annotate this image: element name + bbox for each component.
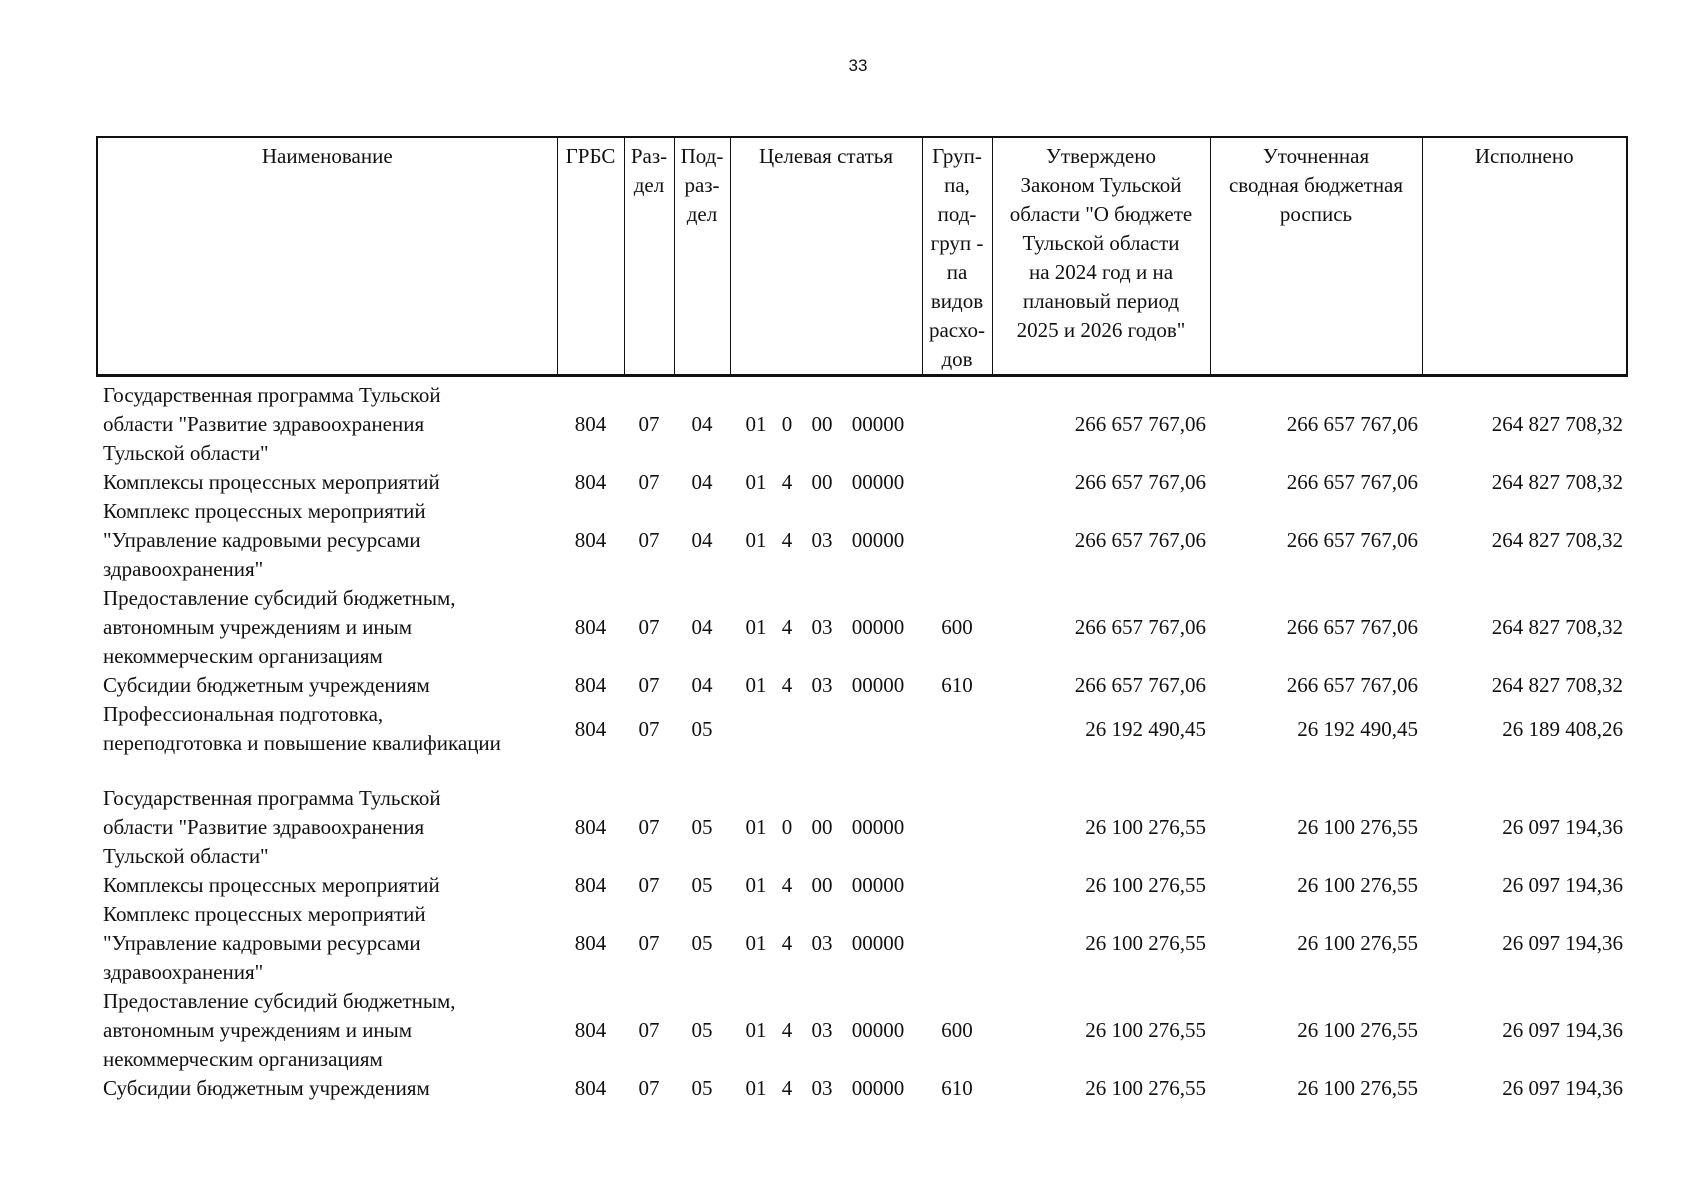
- row-razdel: 07: [638, 412, 660, 436]
- row-target-article: [730, 1074, 922, 1103]
- table-header: [97, 137, 1627, 376]
- target-article-subprogram: 0: [781, 815, 793, 839]
- row-grbs: 804: [574, 615, 607, 639]
- row-approved: 266 657 767,06: [1074, 412, 1206, 436]
- row-executed: 26 097 194,36: [1502, 873, 1623, 897]
- target-article-codes: [730, 813, 922, 842]
- row-podrazdel: 05: [691, 873, 713, 897]
- header-podrazdel: Под- раз- дел: [674, 137, 730, 376]
- row-refined: 266 657 767,06: [1286, 470, 1418, 494]
- row-podrazdel: 04: [691, 528, 713, 552]
- row-target-article: [730, 671, 922, 700]
- row-podrazdel: 05: [691, 931, 713, 955]
- header-executed: Исполнено: [1422, 137, 1627, 376]
- row-podrazdel: 04: [691, 470, 713, 494]
- row-razdel: 07: [638, 815, 660, 839]
- row-grbs: 804: [574, 716, 607, 741]
- target-article-direction: 00000: [851, 412, 905, 436]
- row-target-article: [730, 784, 922, 871]
- row-expense-type: [922, 871, 992, 900]
- table-row: [97, 784, 1627, 871]
- row-podrazdel: 04: [691, 412, 713, 436]
- row-target-article: [730, 468, 922, 497]
- row-expense-type: [922, 700, 992, 758]
- row-approved: 266 657 767,06: [1074, 673, 1206, 697]
- target-article-direction: 00000: [851, 528, 905, 552]
- target-article-program: 01: [745, 815, 767, 839]
- target-article-subprogram: 4: [781, 528, 793, 552]
- row-grbs: 804: [574, 815, 607, 839]
- target-article-subprogram: 4: [781, 470, 793, 494]
- row-name: Комплекс процессных мероприятий "Управление кадровыми ресурсами здравоохранения": [103, 902, 426, 984]
- target-article-program: 01: [745, 528, 767, 552]
- row-expense-type: [922, 376, 992, 469]
- row-executed: 264 827 708,32: [1491, 673, 1623, 697]
- target-article-codes: [730, 526, 922, 555]
- row-expense-type: [922, 468, 992, 497]
- table-row: [97, 584, 1627, 671]
- row-name: Профессиональная подготовка, переподготовка и повышение квалификации: [103, 702, 501, 755]
- target-article-codes: [730, 468, 922, 497]
- row-podrazdel: 05: [691, 815, 713, 839]
- row-name: Государственная программа Тульской области "Развитие здравоохранения Тульской области": [103, 383, 441, 465]
- target-article-direction: 00000: [851, 815, 905, 839]
- row-approved: 26 100 276,55: [1085, 815, 1206, 839]
- target-article-program: 01: [745, 412, 767, 436]
- row-refined: 266 657 767,06: [1286, 412, 1418, 436]
- row-target-article: [730, 900, 922, 987]
- table-row: [97, 900, 1627, 987]
- header-refined: Уточненная сводная бюджетная роспись: [1210, 137, 1422, 376]
- header-approved: Утверждено Законом Тульской области "О бюджете Тульской области на 2024 год и на плановый период 2025 и 2026 годов": [992, 137, 1210, 376]
- row-approved: 26 100 276,55: [1085, 873, 1206, 897]
- row-approved: 266 657 767,06: [1074, 528, 1206, 552]
- row-executed: 264 827 708,32: [1491, 615, 1623, 639]
- row-name: Комплексы процессных мероприятий: [103, 873, 440, 897]
- target-article-measure: 00: [811, 412, 833, 436]
- row-spacer: [97, 758, 1627, 784]
- target-article-codes: [730, 671, 922, 700]
- row-name: Предоставление субсидий бюджетным, автономным учреждениям и иным некоммерческим организациям: [103, 989, 456, 1071]
- row-grbs: 804: [574, 412, 607, 436]
- header-expense-type: Груп- па, под- груп - па видов расхо- дов: [922, 137, 992, 376]
- row-podrazdel: 05: [691, 1018, 713, 1042]
- target-article-codes: [730, 410, 922, 439]
- target-article-subprogram: 4: [781, 673, 793, 697]
- target-article-program: 01: [745, 470, 767, 494]
- row-razdel: 07: [638, 716, 660, 741]
- target-article-codes: [730, 929, 922, 958]
- table-row: [97, 376, 1627, 469]
- target-article-measure: 03: [811, 931, 833, 955]
- target-article-subprogram: 4: [781, 1076, 793, 1100]
- row-approved: 26 100 276,55: [1085, 1018, 1206, 1042]
- target-article-codes: [730, 871, 922, 900]
- row-razdel: 07: [638, 1076, 660, 1100]
- row-razdel: 07: [638, 873, 660, 897]
- row-executed: 26 097 194,36: [1502, 1076, 1623, 1100]
- row-expense-type: 600: [941, 615, 973, 639]
- row-grbs: 804: [574, 1076, 607, 1100]
- row-expense-type: [922, 497, 992, 584]
- row-grbs: 804: [574, 931, 607, 955]
- row-approved: 266 657 767,06: [1074, 470, 1206, 494]
- target-article-measure: 03: [811, 1076, 833, 1100]
- target-article-measure: 03: [811, 528, 833, 552]
- header-name: Наименование: [97, 137, 557, 376]
- row-target-article: [730, 987, 922, 1074]
- row-refined: 26 100 276,55: [1297, 931, 1418, 955]
- row-refined: 266 657 767,06: [1286, 528, 1418, 552]
- target-article-program: 01: [745, 931, 767, 955]
- row-expense-type: 600: [941, 1018, 973, 1042]
- row-executed: 264 827 708,32: [1491, 412, 1623, 436]
- row-podrazdel: 04: [691, 615, 713, 639]
- row-executed: 264 827 708,32: [1491, 470, 1623, 494]
- row-executed: 26 097 194,36: [1502, 815, 1623, 839]
- target-article-measure: 03: [811, 615, 833, 639]
- row-approved: 26 100 276,55: [1085, 1076, 1206, 1100]
- row-refined: 26 100 276,55: [1297, 873, 1418, 897]
- row-approved: 266 657 767,06: [1074, 615, 1206, 639]
- table-body: [97, 376, 1627, 1104]
- target-article-measure: 03: [811, 673, 833, 697]
- table-row: [97, 987, 1627, 1074]
- row-refined: 266 657 767,06: [1286, 673, 1418, 697]
- table-row: [97, 468, 1627, 497]
- target-article-direction: 00000: [851, 673, 905, 697]
- page-number: 33: [848, 56, 868, 75]
- target-article-program: 01: [745, 1076, 767, 1100]
- target-article-program: 01: [745, 673, 767, 697]
- row-name: Субсидии бюджетным учреждениям: [103, 673, 430, 697]
- header-target-article: Целевая статья: [730, 137, 922, 376]
- row-executed: 264 827 708,32: [1491, 528, 1623, 552]
- row-grbs: 804: [574, 470, 607, 494]
- target-article-measure: 00: [811, 815, 833, 839]
- target-article-direction: 00000: [851, 873, 905, 897]
- target-article-subprogram: 4: [781, 931, 793, 955]
- target-article-direction: 00000: [851, 1018, 905, 1042]
- row-name: Комплексы процессных мероприятий: [103, 470, 440, 494]
- row-target-article: [730, 584, 922, 671]
- target-article-direction: 00000: [851, 470, 905, 494]
- target-article-measure: 00: [811, 470, 833, 494]
- row-name: Государственная программа Тульской области "Развитие здравоохранения Тульской области": [103, 786, 441, 868]
- row-razdel: 07: [638, 615, 660, 639]
- row-target-article: [730, 871, 922, 900]
- row-expense-type: 610: [941, 673, 973, 697]
- row-refined: 26 100 276,55: [1297, 1018, 1418, 1042]
- row-target-article: [730, 376, 922, 469]
- row-refined: 26 192 490,45: [1297, 716, 1418, 741]
- row-razdel: 07: [638, 528, 660, 552]
- header-razdel: Раз- дел: [624, 137, 674, 376]
- target-article-codes: [730, 1016, 922, 1045]
- row-razdel: 07: [638, 470, 660, 494]
- target-article-codes: [730, 1074, 922, 1103]
- target-article-program: 01: [745, 873, 767, 897]
- table-row: [97, 671, 1627, 700]
- row-expense-type: 610: [941, 1076, 973, 1100]
- row-grbs: 804: [574, 528, 607, 552]
- row-grbs: 804: [574, 673, 607, 697]
- row-podrazdel: 04: [691, 673, 713, 697]
- target-article-program: 01: [745, 1018, 767, 1042]
- row-podrazdel: 05: [691, 716, 713, 741]
- target-article-direction: 00000: [851, 615, 905, 639]
- target-article-program: 01: [745, 615, 767, 639]
- target-article-measure: 00: [811, 873, 833, 897]
- target-article-direction: 00000: [851, 931, 905, 955]
- target-article-subprogram: 4: [781, 615, 793, 639]
- table-row: [97, 497, 1627, 584]
- row-executed: 26 097 194,36: [1502, 931, 1623, 955]
- row-grbs: 804: [574, 1018, 607, 1042]
- row-refined: 266 657 767,06: [1286, 615, 1418, 639]
- row-name: Субсидии бюджетным учреждениям: [103, 1076, 430, 1100]
- row-grbs: 804: [574, 873, 607, 897]
- table-row: [97, 871, 1627, 900]
- row-executed: 26 189 408,26: [1502, 716, 1623, 741]
- row-target-article: [730, 497, 922, 584]
- row-name: Предоставление субсидий бюджетным, автономным учреждениям и иным некоммерческим организациям: [103, 586, 456, 668]
- row-razdel: 07: [638, 931, 660, 955]
- row-executed: 26 097 194,36: [1502, 1018, 1623, 1042]
- row-target-article: [730, 700, 922, 758]
- target-article-subprogram: 4: [781, 873, 793, 897]
- row-razdel: 07: [638, 1018, 660, 1042]
- budget-table: [96, 136, 1628, 1103]
- target-article-direction: 00000: [851, 1076, 905, 1100]
- table-row: [97, 700, 1627, 758]
- target-article-subprogram: 4: [781, 1018, 793, 1042]
- row-refined: 26 100 276,55: [1297, 815, 1418, 839]
- row-approved: 26 192 490,45: [1085, 716, 1206, 741]
- row-refined: 26 100 276,55: [1297, 1076, 1418, 1100]
- header-grbs: ГРБС: [557, 137, 624, 376]
- target-article-measure: 03: [811, 1018, 833, 1042]
- row-podrazdel: 05: [691, 1076, 713, 1100]
- row-expense-type: [922, 784, 992, 871]
- row-expense-type: [922, 900, 992, 987]
- target-article-codes: [730, 613, 922, 642]
- target-article-subprogram: 0: [781, 412, 793, 436]
- table-row: [97, 1074, 1627, 1103]
- row-approved: 26 100 276,55: [1085, 931, 1206, 955]
- row-razdel: 07: [638, 673, 660, 697]
- row-name: Комплекс процессных мероприятий "Управление кадровыми ресурсами здравоохранения": [103, 499, 426, 581]
